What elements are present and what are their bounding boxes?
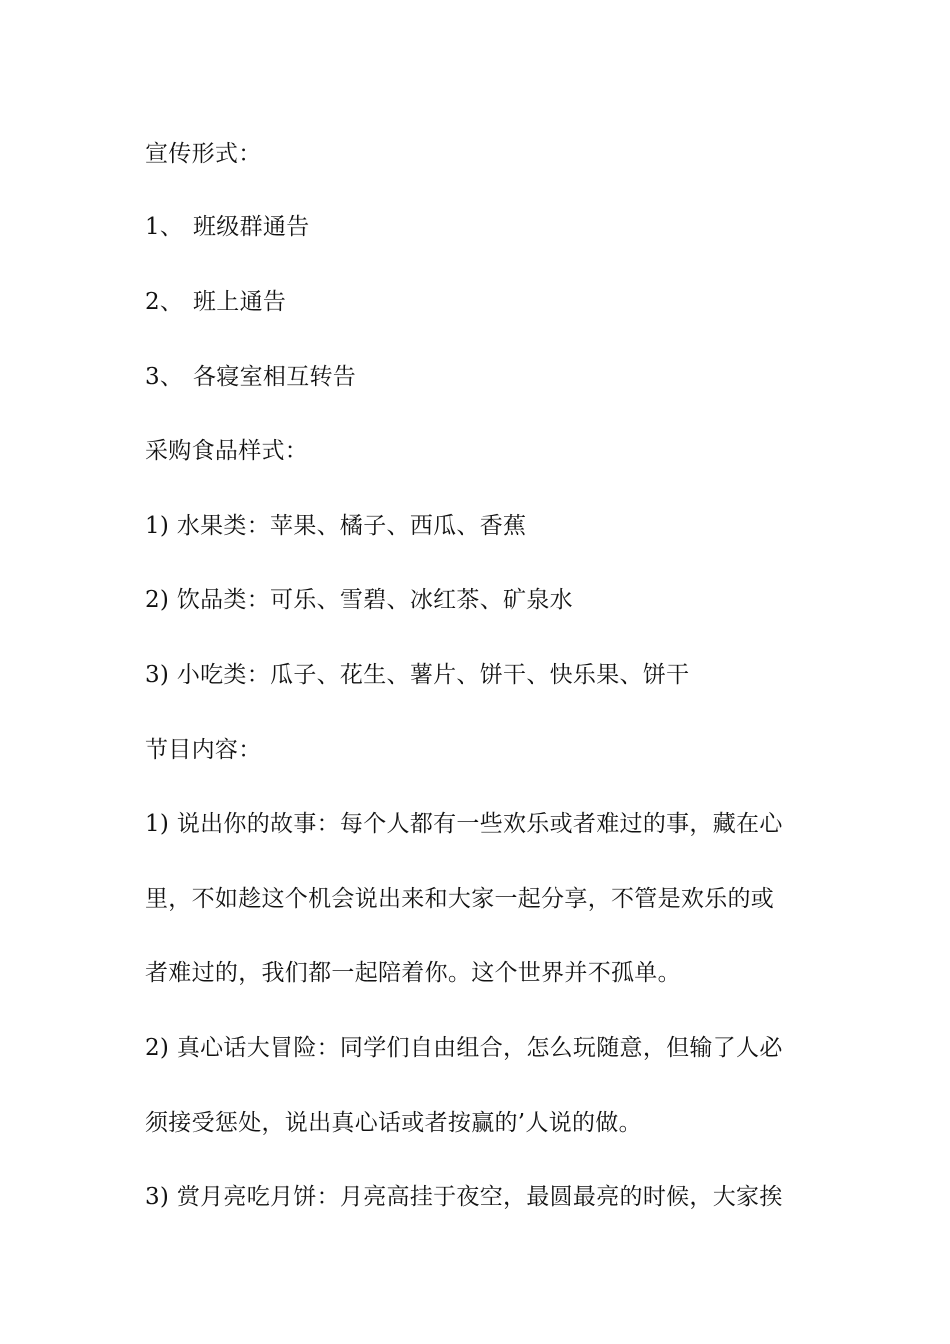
program-line: 3) 赏月亮吃月饼：月亮高挂于夜空，最圆最亮的时候，大家挨 <box>145 1184 783 1210</box>
program-line: 1) 说出你的故事：每个人都有一些欢乐或者难过的事，藏在心 <box>145 811 783 837</box>
list-text: 班上通告 <box>193 289 287 315</box>
publicity-item <box>145 212 310 242</box>
program-heading: 节目内容： <box>145 737 262 763</box>
food-item: 2) 饮品类：可乐、雪碧、冰红茶、矿泉水 <box>145 587 573 613</box>
program-line: 里，不如趁这个机会说出来和大家一起分享，不管是欢乐的或 <box>145 886 775 912</box>
list-number: 2、 <box>145 289 184 315</box>
list-text: 各寝室相互转告 <box>193 364 357 390</box>
program-line: 须接受惩处，说出真心话或者按赢的’人说的做。 <box>145 1110 642 1136</box>
publicity-item <box>145 362 356 392</box>
program-line: 者难过的，我们都一起陪着你。这个世界并不孤单。 <box>145 960 681 986</box>
food-heading: 采购食品样式： <box>145 438 309 464</box>
publicity-item <box>145 287 286 317</box>
list-number: 1、 <box>145 214 184 240</box>
program-line: 2) 真心话大冒险：同学们自由组合，怎么玩随意，但输了人必 <box>145 1035 783 1061</box>
publicity-heading: 宣传形式： <box>145 141 262 167</box>
food-item: 1) 水果类：苹果、橘子、西瓜、香蕉 <box>145 513 527 539</box>
list-text: 班级群通告 <box>193 214 310 240</box>
food-item: 3) 小吃类：瓜子、花生、薯片、饼干、快乐果、饼干 <box>145 662 690 688</box>
list-number: 3、 <box>145 364 184 390</box>
